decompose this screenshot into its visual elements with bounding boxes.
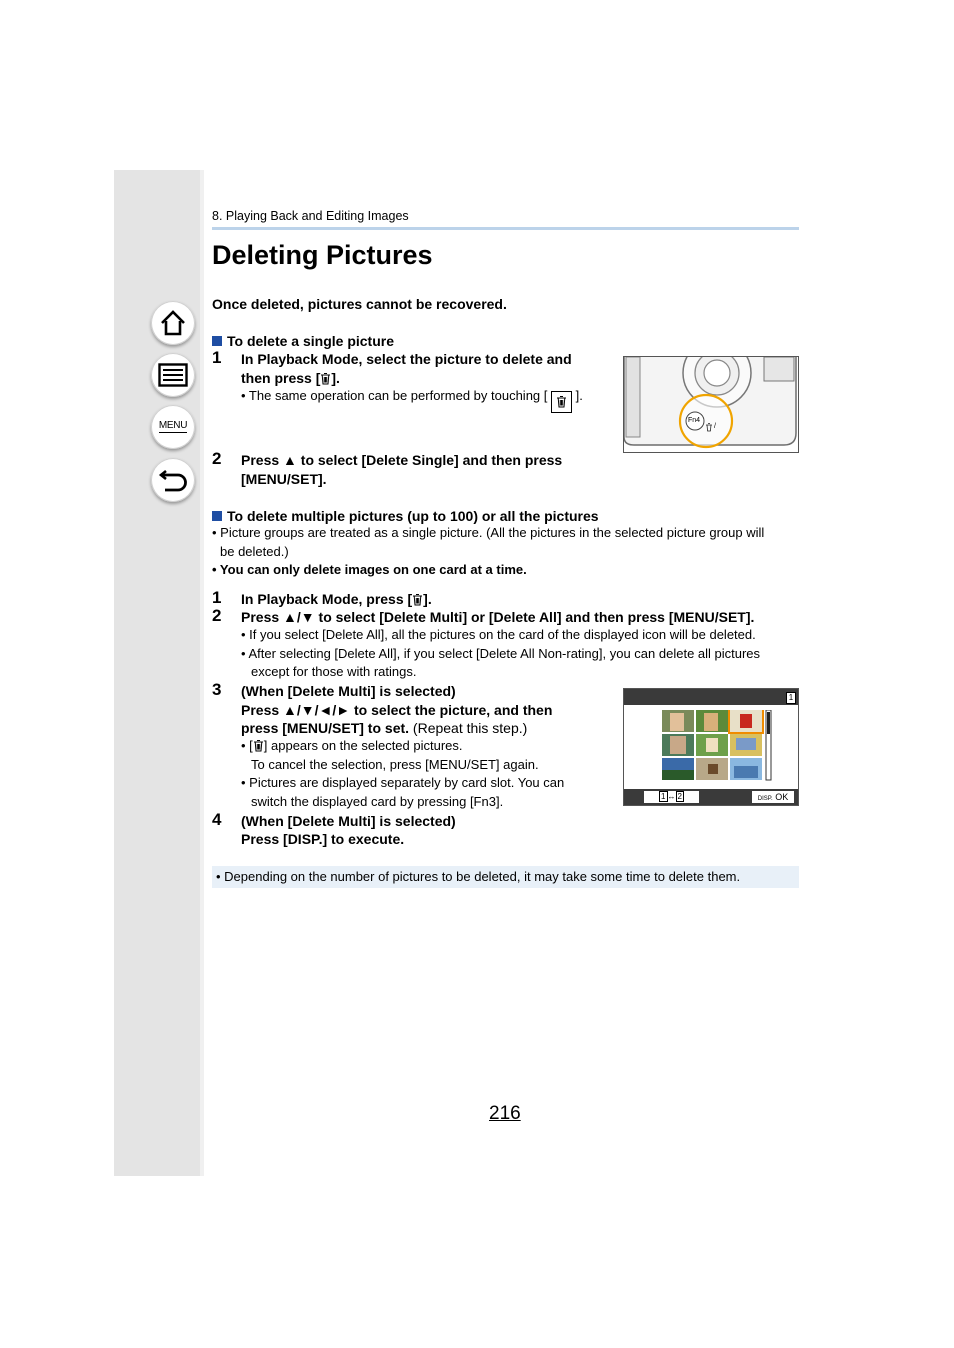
step-bullet: To cancel the selection, press [MENU/SET] again.: [251, 757, 539, 772]
back-button[interactable]: [151, 458, 195, 502]
slot-arrow: ↔: [667, 792, 676, 801]
camera-back-drawing: [624, 357, 798, 452]
card-switch-indicator: [644, 791, 699, 803]
slot-from: 1: [661, 792, 666, 801]
bullet-text: ].: [575, 388, 583, 403]
step-text-part: In Playback Mode, press [: [241, 591, 413, 607]
step-text-part: (Repeat this step.): [409, 720, 528, 736]
section-marker: [212, 336, 222, 346]
sidebar-edge: [200, 170, 204, 1176]
step-text: (When [Delete Multi] is selected): [241, 683, 456, 699]
step-number: 1: [212, 348, 222, 367]
section-heading-text: To delete multiple pictures (up to 100) or all the pictures: [227, 508, 599, 524]
fn-label: Fn4: [688, 417, 701, 424]
camera-illustration: [623, 356, 799, 453]
step-text: [241, 369, 340, 388]
slot-to: 2: [677, 792, 682, 801]
step-bullet: except for those with ratings.: [251, 664, 417, 679]
thumbnail-grid: [662, 710, 772, 782]
step-text: [241, 719, 527, 738]
step-text: In Playback Mode, select the picture to delete and: [241, 351, 572, 367]
step-text: [241, 590, 432, 609]
trash-touch-button: [551, 391, 572, 413]
disp-label: DISP.: [757, 796, 773, 802]
step-number: 2: [212, 449, 222, 468]
step-bullet: • After selecting [Delete All], if you select [Delete All Non-rating], you can delete all pictures: [241, 646, 761, 661]
step-bullet: • Pictures are displayed separately by card slot. You can: [241, 775, 565, 790]
section-heading-text: To delete a single picture: [227, 333, 395, 349]
section-marker: [212, 511, 222, 521]
page-number[interactable]: 216: [489, 1103, 521, 1124]
bullet-text-bold: • You can only delete images on one card at a time.: [212, 562, 527, 577]
note-text: • Depending on the number of pictures to be deleted, it may take some time to delete them.: [216, 869, 741, 884]
bullet-text: • Picture groups are treated as a single picture. (All the pictures in the selected picture group will: [212, 525, 765, 540]
step-text-part: ].: [331, 370, 340, 386]
warning-text: Once deleted, pictures cannot be recovered.: [212, 296, 507, 312]
home-button[interactable]: [151, 301, 195, 345]
disp-ok-indicator: [752, 791, 794, 803]
breadcrumb: 8. Playing Back and Editing Images: [212, 209, 409, 223]
trash-icon: [320, 372, 331, 385]
ok-label: OK: [775, 792, 789, 802]
step-text: Press [DISP.] to execute.: [241, 831, 405, 847]
step-bullet: switch the displayed card by pressing [Fn3].: [251, 794, 504, 809]
menu-label: MENU: [158, 420, 188, 431]
trash-icon: [556, 395, 567, 408]
step-bullet: [241, 737, 463, 756]
back-arrow-icon: [158, 467, 188, 493]
step-number: 1: [212, 588, 222, 607]
screen-top-bar: [624, 689, 798, 705]
step-text: (When [Delete Multi] is selected): [241, 813, 456, 829]
step-text-part: ].: [423, 591, 432, 607]
step-text: [MENU/SET].: [241, 471, 327, 487]
contents-button[interactable]: [151, 353, 195, 397]
step-number: 4: [212, 810, 222, 829]
bullet-text: be deleted.): [220, 544, 289, 559]
step-text: Press ▲/▼ to select [Delete Multi] or [Delete All] and then press [MENU/SET].: [241, 609, 755, 625]
screen-illustration: [623, 688, 799, 806]
page-title: Deleting Pictures: [212, 240, 433, 270]
bullet-text: ] appears on the selected pictures.: [263, 738, 463, 753]
step-number: 2: [212, 606, 222, 625]
section-heading-single: [212, 332, 394, 351]
step-text-part: press [MENU/SET] to set.: [241, 720, 410, 736]
menu-button[interactable]: [151, 405, 195, 449]
bullet-text: • [: [241, 738, 253, 753]
step-text: Press ▲/▼/◄/► to select the picture, and then: [241, 702, 553, 718]
home-icon: [159, 309, 187, 337]
bullet-text: • The same operation can be performed by touching [: [241, 388, 548, 403]
section-heading-multi: [212, 507, 599, 526]
step-bullet: • If you select [Delete All], all the pictures on the card of the displayed icon will be deleted.: [241, 627, 756, 642]
step-text-part: then press [: [241, 370, 321, 386]
step-bullet: [241, 387, 583, 413]
note-box: [212, 866, 799, 888]
trash-icon: [253, 739, 264, 752]
trash-icon: [412, 593, 423, 606]
header-rule: [212, 227, 799, 230]
step-text: Press ▲ to select [Delete Single] and then press: [241, 452, 563, 468]
card-slot-badge: 1: [786, 692, 796, 704]
step-number: 3: [212, 680, 222, 699]
list-icon: [158, 363, 188, 387]
fn-button-label: /: [714, 423, 716, 430]
